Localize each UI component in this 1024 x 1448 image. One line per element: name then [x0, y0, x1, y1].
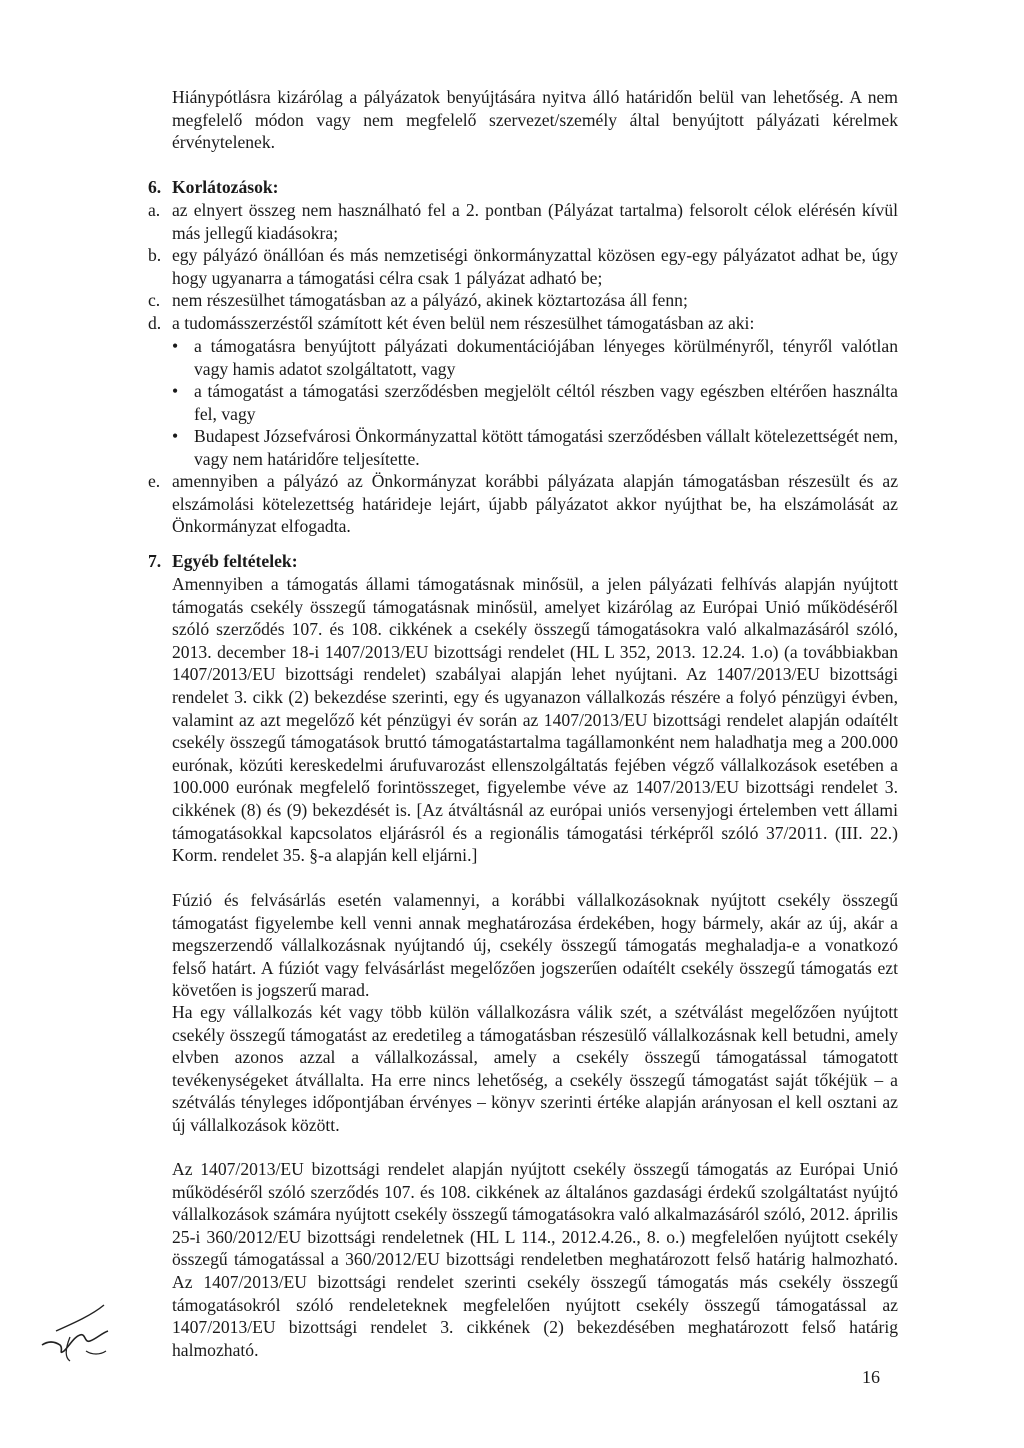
- section-6-number: 6.: [148, 177, 162, 197]
- list-item-label: a.: [148, 200, 161, 220]
- bullet-item: [172, 425, 898, 470]
- list-item-label: e.: [148, 471, 161, 491]
- bullet-icon: •: [172, 381, 179, 401]
- bullet-text: a támogatást a támogatási szerződésben megjelölt céltól részben vagy egészben eltérően használta fel, vagy: [194, 381, 898, 424]
- bullet-icon: •: [172, 336, 179, 356]
- signature-mark: [34, 1297, 118, 1367]
- section-6-heading: [148, 176, 279, 199]
- list-item-label: c.: [148, 290, 161, 310]
- list-item: [148, 312, 898, 335]
- section-7-heading: [148, 550, 298, 573]
- list-item-label: d.: [148, 313, 162, 333]
- bullet-text: Budapest Józsefvárosi Önkormányzattal kötött támogatási szerződésben vállalt kötelezettségét nem, vagy nem határidőre teljesítette.: [194, 426, 899, 469]
- list-item-text: a tudomásszerzéstől számított két éven belül nem részesülhet támogatásban az aki:: [172, 313, 755, 333]
- body-paragraph: Fúzió és felvásárlás esetén valamennyi, a korábbi vállalkozásoknak nyújtott csekély összegű támogatást figyelembe kell venni annak meghatározása érdekében, hogy bármely, akár az új, akár a megszerzendő vállalkozásnak nyújtandó új, csekély összegű támogatás meghaladja-e a vonatkozó felső határt. A fúziót vagy felvásárlást megelőzően jogszerűen odaítélt csekély összegű támogatás ezt követően is jogszerű marad.: [172, 890, 898, 1001]
- list-item-text: amennyiben a pályázó az Önkormányzat korábbi pályázata alapján támogatásban részesült és az elszámolási kötelezettség határideje lejárt, újabb pályázatot akkor nyújthat be, ha elszámolását az Önkormányzat elfogadta.: [172, 471, 898, 537]
- body-paragraph: Amennyiben a támogatás állami támogatásnak minősül, a jelen pályázati felhívás alapján nyújtott támogatás csekély összegű támogatásnak minősül, amelyet kizárólag az Európai Unió működéséről szóló szerződés 107. és 108. cikkének a csekély összegű támogatásokra való alkalmazásáról szóló, 2013. december 18-i 1407/2013/EU bizottsági rendelet (HL L 352, 2013. 12.24. 1.o) (a továbbiakban 1407/2013/EU bizottsági rendelet) szabályai alapján lehet nyújtani. Az 1407/2013/EU bizottsági rendelet 3. cikk (2) bekezdése szerinti, egy és ugyanazon vállalkozás részére a folyó pénzügyi évben, valamint az azt megelőző két pénzügyi év során az 1407/2013/EU bizottsági rendelet alapján odaítélt csekély összegű támogatások bruttó támogatástartalma tagállamonként nem haladhatja meg a 200.000 eurónak, közúti kereskedelmi árufuvarozást ellenszolgáltatás fejében végző vállalkozások esetében a 100.000 eurónak megfelelő forintösszeget, figyelembe véve az 1407/2013/EU bizottsági rendelet 3. cikkének (8) és (9) bekezdését is. [Az átváltásnál az európai uniós versenyjogi értelemben vett állami támogatásokkal kapcsolatos eljárásról és a regionális támogatási térképről szóló 37/2011. (III. 22.) Korm. rendelet 35. §-a alapján kell eljárni.]: [172, 574, 898, 866]
- bullet-text: a támogatásra benyújtott pályázati dokumentációjában lényeges körülményről, tényről valótlan vagy hamis adatot szolgáltatott, vagy: [194, 336, 898, 379]
- list-item: [148, 289, 898, 312]
- bullet-item: [172, 335, 898, 380]
- list-item: [148, 199, 898, 244]
- bullet-icon: •: [172, 426, 179, 446]
- section-7-title: Egyéb feltételek:: [172, 551, 298, 571]
- list-item: [148, 470, 898, 538]
- list-item: [148, 244, 898, 289]
- section-6-title: Korlátozások:: [172, 177, 279, 197]
- list-item-label: b.: [148, 245, 162, 265]
- list-item-text: nem részesülhet támogatásban az a pályázó, akinek köztartozása áll fenn;: [172, 290, 688, 310]
- body-paragraph: Ha egy vállalkozás két vagy több külön vállalkozásra válik szét, a szétválást megelőzően nyújtott csekély összegű támogatást az eredetileg a támogatásban részesülő vállalkozásnak kell betudni, amely elvben azonos azzal a vállalkozással, amely a csekély összegű támogatással támogatott tevékenységeket átvállalta. Ha erre nincs lehetőség, a csekély összegű támogatást saját tőkéjük – a szétválás tényleges időpontjában érvényes – könyv szerinti értéke alapján arányosan el kell osztani az új vállalkozások között.: [172, 1002, 898, 1135]
- bullet-item: [172, 380, 898, 425]
- section-7-number: 7.: [148, 551, 162, 571]
- body-paragraph: Az 1407/2013/EU bizottsági rendelet alapján nyújtott csekély összegű támogatás az Európai Unió működéséről szóló szerződés 107. és 108. cikkének az általános gazdasági érdekű szolgáltatást nyújtó vállalkozások számára nyújtott csekély összegű támogatásokra való alkalmazásáról szóló, 2012. április 25-i 360/2012/EU bizottsági rendeletnek (HL L 114., 2012.4.26., 8. o.) megfelelően nyújtott csekély összegű támogatással a 360/2012/EU bizottsági rendeletben meghatározott felső határig halmozható. Az 1407/2013/EU bizottsági rendelet szerinti csekély összegű támogatás más csekély összegű támogatásokról szóló rendeleteknek megfelelően nyújtott csekély összegű támogatással az 1407/2013/EU bizottsági rendelet 3. cikkének (2) bekezdésében meghatározott felső határig halmozható.: [172, 1159, 898, 1360]
- list-item-text: egy pályázó önállóan és más nemzetiségi önkormányzattal közösen egy-egy pályázatot adhat be, úgy hogy ugyanarra a támogatási célra csak 1 pályázat adható be;: [172, 245, 898, 288]
- list-item-text: az elnyert összeg nem használható fel a 2. pontban (Pályázat tartalma) felsorolt célok elérésén kívül más jellegű kiadásokra;: [172, 200, 898, 243]
- intro-paragraph: Hiánypótlásra kizárólag a pályázatok benyújtására nyitva álló határidőn belül van lehetőség. A nem megfelelő módon vagy nem megfelelő szervezet/személy által benyújtott pályázati kérelmek érvénytelenek.: [172, 87, 898, 153]
- page-number: 16: [862, 1367, 880, 1387]
